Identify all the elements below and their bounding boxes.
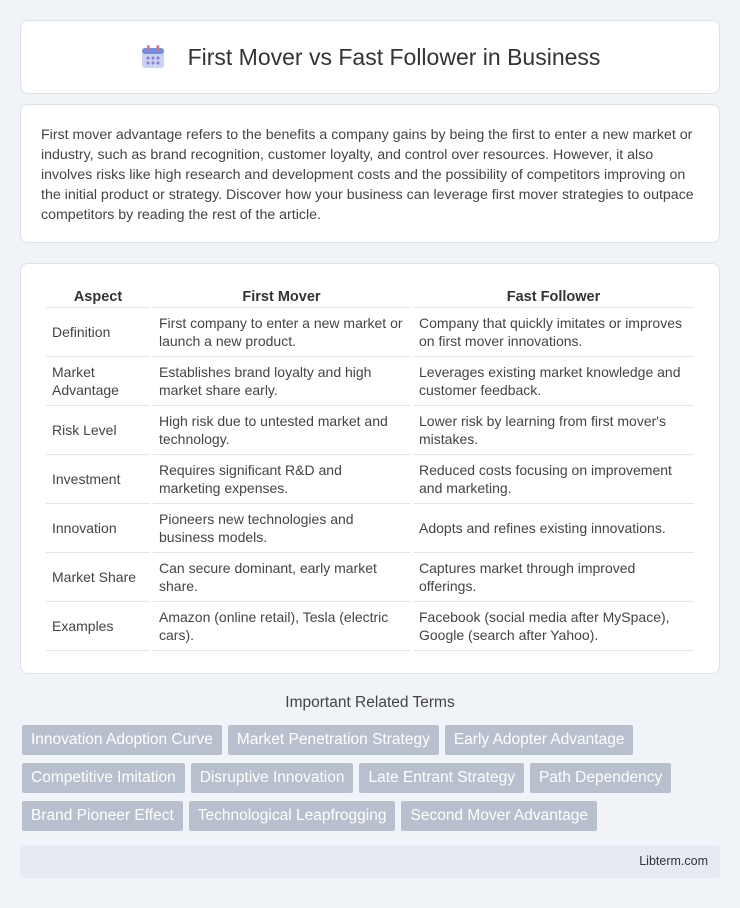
related-term-tag[interactable]: Competitive Imitation [22, 763, 185, 793]
aspect-cell: Risk Level [46, 406, 150, 455]
comparison-table [43, 284, 697, 651]
fast-follower-cell: Adopts and refines existing innovations. [413, 504, 694, 553]
intro-card [20, 104, 720, 243]
table-header-row [46, 284, 694, 308]
related-terms-title: Important Related Terms [285, 694, 455, 711]
fast-follower-cell: Company that quickly imitates or improves on first mover innovations. [413, 308, 694, 357]
related-term-tag[interactable]: Second Mover Advantage [401, 801, 597, 831]
table-row [46, 504, 694, 553]
fast-follower-cell: Reduced costs focusing on improvement and marketing. [413, 455, 694, 504]
aspect-cell: Market Advantage [46, 357, 150, 406]
table-row [46, 406, 694, 455]
first-mover-cell: Amazon (online retail), Tesla (electric cars). [153, 602, 410, 651]
aspect-cell: Definition [46, 308, 150, 357]
aspect-cell: Market Share [46, 553, 150, 602]
related-term-tag[interactable]: Technological Leapfrogging [189, 801, 396, 831]
footer [20, 845, 720, 878]
related-term-tag[interactable]: Early Adopter Advantage [445, 725, 634, 755]
related-term-tag[interactable]: Disruptive Innovation [191, 763, 354, 793]
first-mover-cell: Requires significant R&D and marketing expenses. [153, 455, 410, 504]
table-row [46, 357, 694, 406]
tag-row [22, 763, 722, 793]
footer-site-link[interactable]: Libterm.com [639, 854, 708, 868]
fast-follower-cell: Captures market through improved offerings. [413, 553, 694, 602]
table-row [46, 308, 694, 357]
table-row [46, 553, 694, 602]
column-header-first-mover: First Mover [153, 284, 410, 308]
first-mover-cell: First company to enter a new market or launch a new product. [153, 308, 410, 357]
table-row [46, 455, 694, 504]
tag-row [22, 801, 722, 831]
related-term-tag[interactable]: Innovation Adoption Curve [22, 725, 222, 755]
related-terms-list [22, 725, 722, 839]
related-term-tag[interactable]: Brand Pioneer Effect [22, 801, 183, 831]
aspect-cell: Innovation [46, 504, 150, 553]
page-title: First Mover vs Fast Follower in Business [187, 43, 601, 70]
column-header-fast-follower: Fast Follower [413, 284, 694, 308]
related-term-tag[interactable]: Path Dependency [530, 763, 671, 793]
first-mover-cell: Pioneers new technologies and business models. [153, 504, 410, 553]
comparison-table-card [20, 263, 720, 674]
header-card [20, 20, 720, 94]
intro-text: First mover advantage refers to the benefits a company gains by being the first to enter a new market or industry, such as brand recognition, customer loyalty, and control over resources. However, it also involves risks like high research and development costs and the possibility of competitors improving on the initial product or strategy. Discover how your business can leverage first mover strategies to outpace competitors by reading the rest of the article. [41, 127, 694, 223]
first-mover-cell: Can secure dominant, early market share. [153, 553, 410, 602]
fast-follower-cell: Facebook (social media after MySpace), Google (search after Yahoo). [413, 602, 694, 651]
column-header-aspect: Aspect [46, 284, 150, 308]
fast-follower-cell: Leverages existing market knowledge and customer feedback. [413, 357, 694, 406]
aspect-cell: Examples [46, 602, 150, 651]
first-mover-cell: Establishes brand loyalty and high market share early. [153, 357, 410, 406]
aspect-cell: Investment [46, 455, 150, 504]
fast-follower-cell: Lower risk by learning from first mover's mistakes. [413, 406, 694, 455]
first-mover-cell: High risk due to untested market and technology. [153, 406, 410, 455]
table-row [46, 602, 694, 651]
tag-row [22, 725, 722, 755]
related-term-tag[interactable]: Late Entrant Strategy [359, 763, 523, 793]
related-term-tag[interactable]: Market Penetration Strategy [228, 725, 439, 755]
calendar-icon [140, 44, 166, 70]
